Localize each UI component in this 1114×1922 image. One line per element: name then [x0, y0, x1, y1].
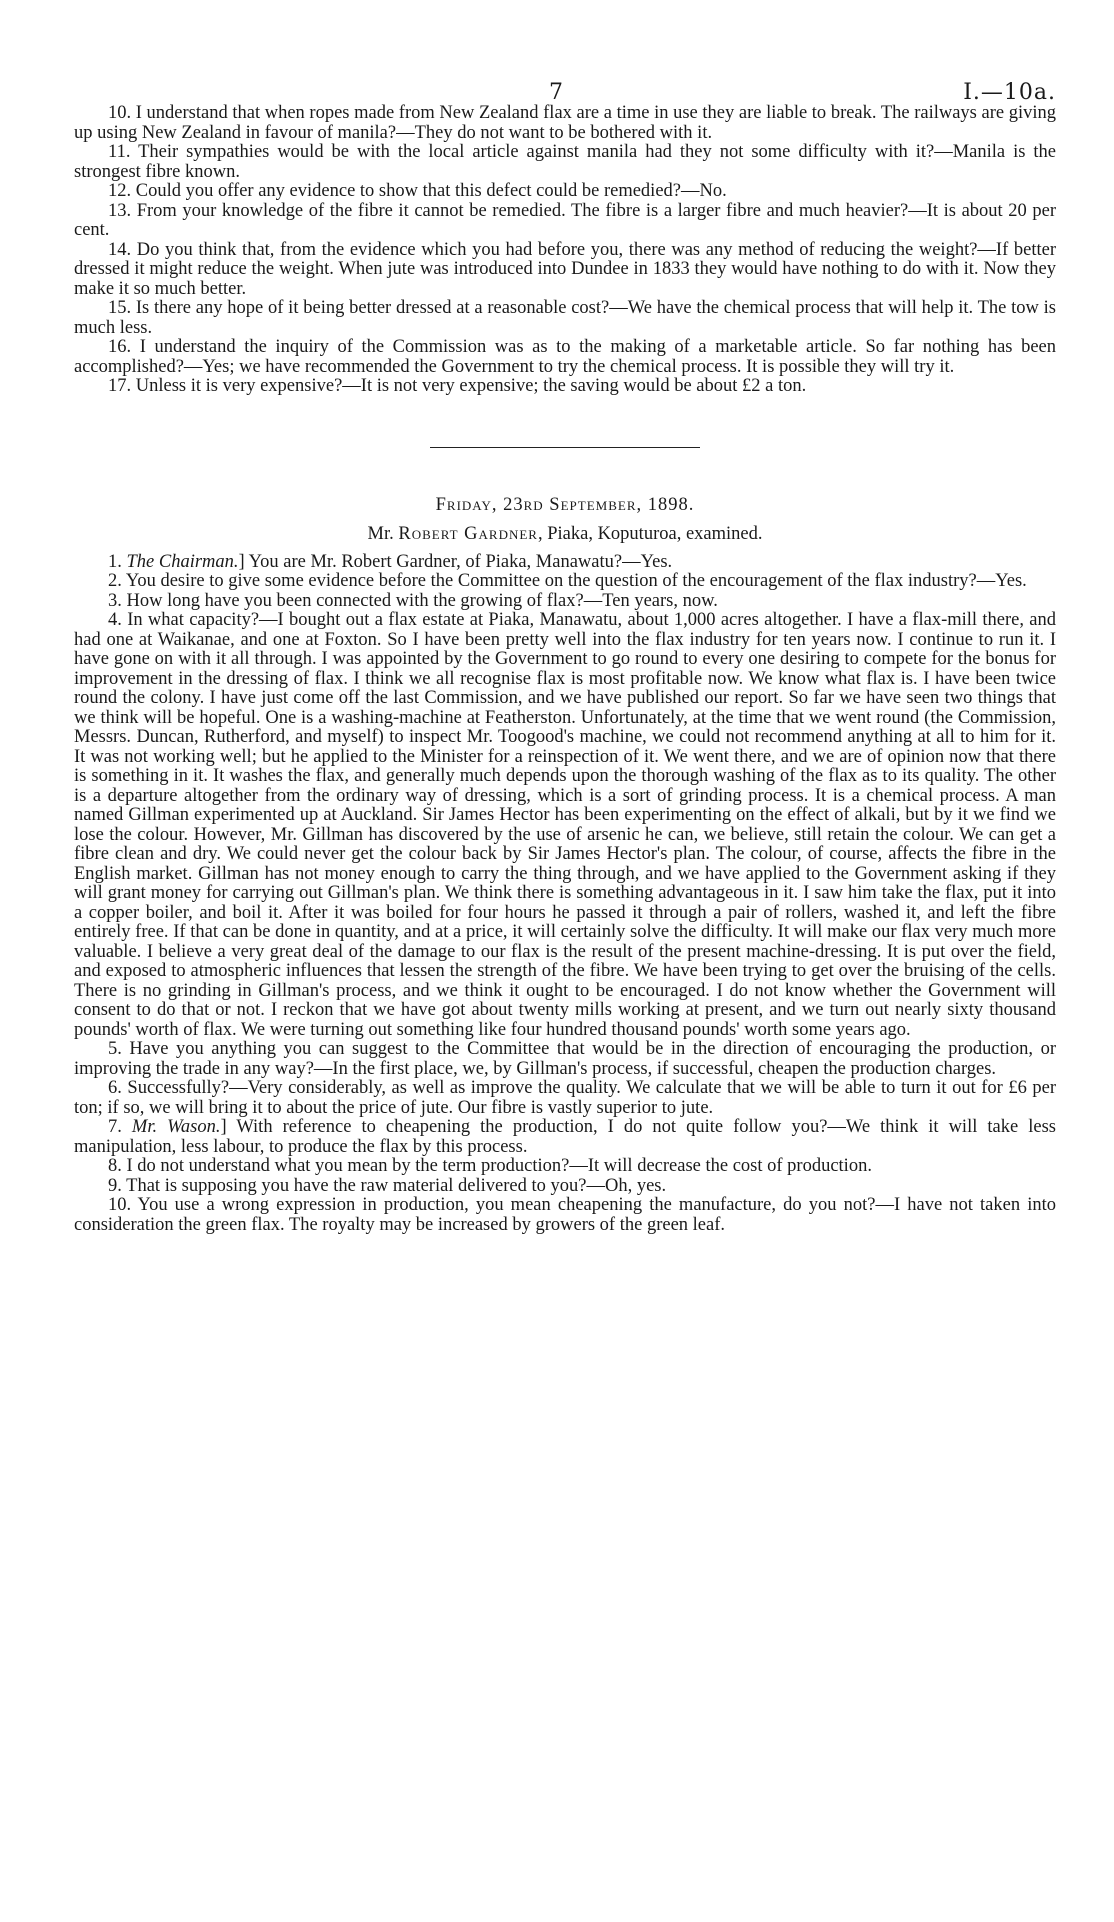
paragraph: 16. I understand the inquiry of the Commission was as to the making of a marketable article. So far nothing has been accomplished?—Yes; we have recommended the Government to try the chemical process. It is possible they will try it. [74, 337, 1056, 377]
witness-prefix: Mr. [367, 524, 399, 544]
section-divider [430, 447, 700, 448]
evidence-continued [74, 104, 1056, 397]
paragraph: 5. Have you anything you can suggest to the Committee that would be in the direction of encouraging the production, or improving the trade in any way?—In the first place, we, by Gillman's process, if successful, cheapen the production charges. [74, 1039, 1056, 1079]
document-page [74, 70, 1056, 1235]
witness-heading [74, 525, 1056, 545]
page-header [74, 70, 1056, 104]
paragraph: 17. Unless it is very expensive?—It is not very expensive; the saving would be about £2 a ton. [108, 376, 807, 396]
paragraph: 15. Is there any hope of it being better dressed at a reasonable cost?—We have the chemical process that will help it. The tow is much less. [74, 298, 1056, 338]
witness-name: Robert Gardner [398, 524, 538, 544]
question-number: 1. [108, 551, 127, 572]
witness-suffix: , Piaka, Koputuroa, examined. [537, 524, 763, 544]
paragraph: 6. Successfully?—Very considerably, as well as improve the quality. We calculate that we will be able to turn it out for £6 per ton; if so, we will bring it to about the price of jute. Our fibre is vastly superior to jute. [74, 1078, 1056, 1118]
paragraph: 11. Their sympathies would be with the local article against manila had they not some difficulty with it?—Manila is the strongest fibre known. [74, 142, 1056, 182]
paragraph: 14. Do you think that, from the evidence which you had before you, there was any method of reducing the weight?—If better dressed it might reduce the weight. When jute was introduced into Dundee in 1833 they would have nothing to do with it. Now they make it so much better. [74, 239, 1056, 299]
paragraph: 10. I understand that when ropes made from New Zealand flax are a time in use they are liable to break. The railways are giving up using New Zealand in favour of manila?—They do not want to be bothered with it. [74, 103, 1056, 143]
paragraph: 3. How long have you been connected with the growing of flax?—Ten years, now. [108, 590, 718, 611]
paragraph: 13. From your knowledge of the fibre it cannot be remedied. The fibre is a larger fibre and much heavier?—It is about 20 per cent. [74, 200, 1056, 240]
evidence-gardner [74, 496, 1056, 1236]
speaker-name: The Chairman. [126, 551, 239, 572]
date-heading: Friday, 23rd September, 1898. [435, 494, 695, 515]
paragraph: 10. You use a wrong expression in production, you mean cheapening the manufacture, do you not?—I have not taken into consideration the green flax. The royalty may be increased by growers of the green leaf. [74, 1195, 1056, 1235]
paragraph: 2. You desire to give some evidence before the Committee on the question of the encouragement of the flax industry?—Yes. [108, 571, 1027, 591]
paragraph [74, 553, 1056, 573]
speaker-name: Mr. Wason. [131, 1117, 221, 1137]
paragraph: 12. Could you offer any evidence to show that this defect could be remedied?—No. [108, 181, 727, 201]
question-number: 7. [108, 1117, 132, 1137]
paragraph: 9. That is supposing you have the raw material delivered to you?—Oh, yes. [108, 1175, 667, 1196]
paragraph-text: ] You are Mr. Robert Gardner, of Piaka, Manawatu?—Yes. [238, 551, 673, 572]
page-number: 7 [549, 80, 563, 105]
document-reference: I.—10a. [963, 80, 1056, 105]
paragraph-text: ] With reference to cheapening the production, I do not quite follow you?—We think it will take less manipulation, less labour, to produce the flax by this process. [74, 1117, 1056, 1157]
paragraph [74, 1118, 1056, 1157]
paragraph: 4. In what capacity?—I bought out a flax estate at Piaka, Manawatu, about 1,000 acres altogether. I have a flax-mill there, and had one at Waikanae, and one at Foxton. So I have been pretty well into the flax industry for ten years now. I continue to run it. I have gone on with it all through. I was appointed by the Government to go round to every one desiring to compete for the bonus for improvement in the dressing of flax. I think we all recognise flax is most profitable now. We know what flax is. I have been twice round the colony. I have just come off the last Commission, and we have published our report. So far we have seen two things that we think will be hopeful. One is a washing-machine at Featherston. Unfortunately, at the time that we went round (the Commission, Messrs. Duncan, Rutherford, and myself) to inspect Mr. Toogood's machine, we could not recommend anything at all to him for it. It was not working well; but he applied to the Minister for a reinspection of it. We went there, and we are of opinion now that there is something in it. It washes the flax, and generally much depends upon the thorough washing of the flax as to its quality. The other is a departure altogether from the ordinary way of dressing, which is a sort of grinding process. It is a chemical process. A man named Gillman experimented up at Auckland. Sir James Hector has been experimenting on the effect of alkali, but by it we find we lose the colour. However, Mr. Gillman has discovered by the use of arsenic he can, we believe, still retain the colour. We can get a fibre clean and dry. We could never get the colour back by Sir James Hector's plan. The colour, of course, affects the fibre in the English market. Gillman has not money enough to carry the thing through, and we have applied to the Government asking if they will grant money for carrying out Gillman's plan. We think there is something advantageous in it. I saw him take the flax, put it into a copper boiler, and boil it. After it was boiled for four hours he passed it through a pair of rollers, washed it, and left the fibre entirely free. If that can be done in quantity, and at a price, it will certainly solve the difficulty. It will make our flax very much more valuable. I believe a very great deal of the damage to our flax is the result of the present machine-dressing. It is put over the field, and exposed to atmospheric influences that lessen the strength of the fibre. We have been trying to get over the bruising of the cells. There is no grinding in Gillman's process, and we think it ought to be encouraged. I do not know whether the Government will consent to do that or not. I reckon that we have got about twenty mills working at present, and we turn out nearly sixty thousand pounds' worth of flax. We were turning out something like four hundred thousand pounds' worth some years ago. [74, 610, 1056, 1040]
paragraph: 8. I do not understand what you mean by the term production?—It will decrease the cost of production. [108, 1156, 872, 1176]
